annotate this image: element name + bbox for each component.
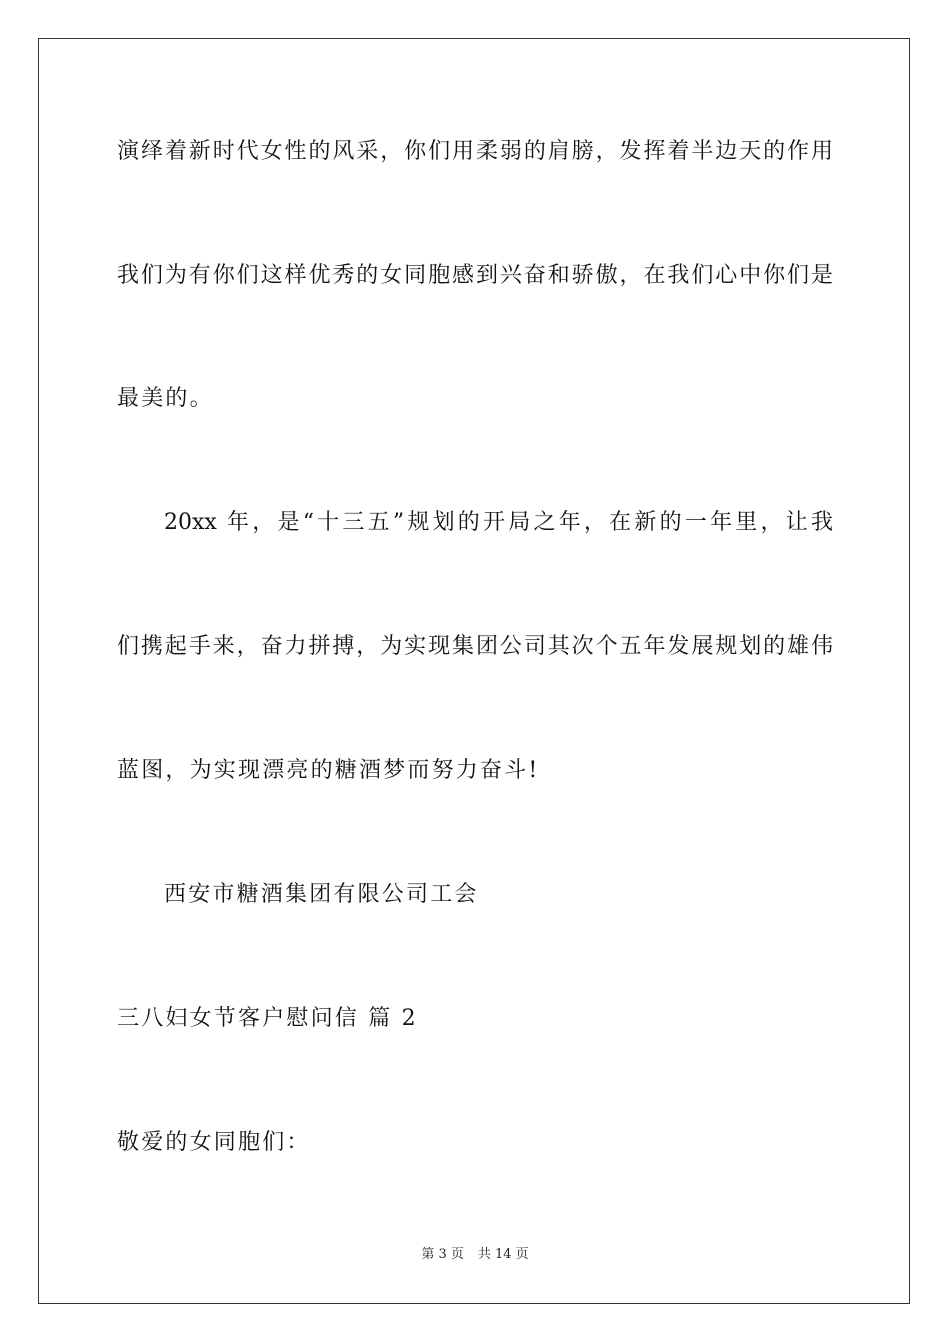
body-line-4: 20xx 年，是“十三五”规划的开局之年，在新的一年里，让我 — [164, 510, 833, 535]
body-line-2: 我们为有你们这样优秀的女同胞感到兴奋和骄傲，在我们心中你们是 — [117, 263, 833, 288]
body-line-1: 演绎着新时代女性的风采，你们用柔弱的肩膀，发挥着半边天的作用 — [117, 139, 833, 164]
page-number: 第 3 页 — [421, 1247, 464, 1262]
page-footer — [0, 1246, 950, 1264]
body-line-5: 们携起手来，奋力拼搏，为实现集团公司其次个五年发展规划的雄伟 — [117, 634, 833, 659]
page-border — [38, 38, 910, 1304]
body-line-3: 最美的。 — [117, 386, 214, 411]
salutation-line: 敬爱的女同胞们： — [117, 1130, 311, 1155]
section-heading: 三八妇女节客户慰问信 篇 2 — [117, 1006, 418, 1031]
body-line-6: 蓝图，为实现漂亮的糖酒梦而努力奋斗! — [117, 758, 540, 783]
signature-line: 西安市糖酒集团有限公司工会 — [164, 882, 479, 907]
page-total: 共 14 页 — [477, 1247, 529, 1262]
